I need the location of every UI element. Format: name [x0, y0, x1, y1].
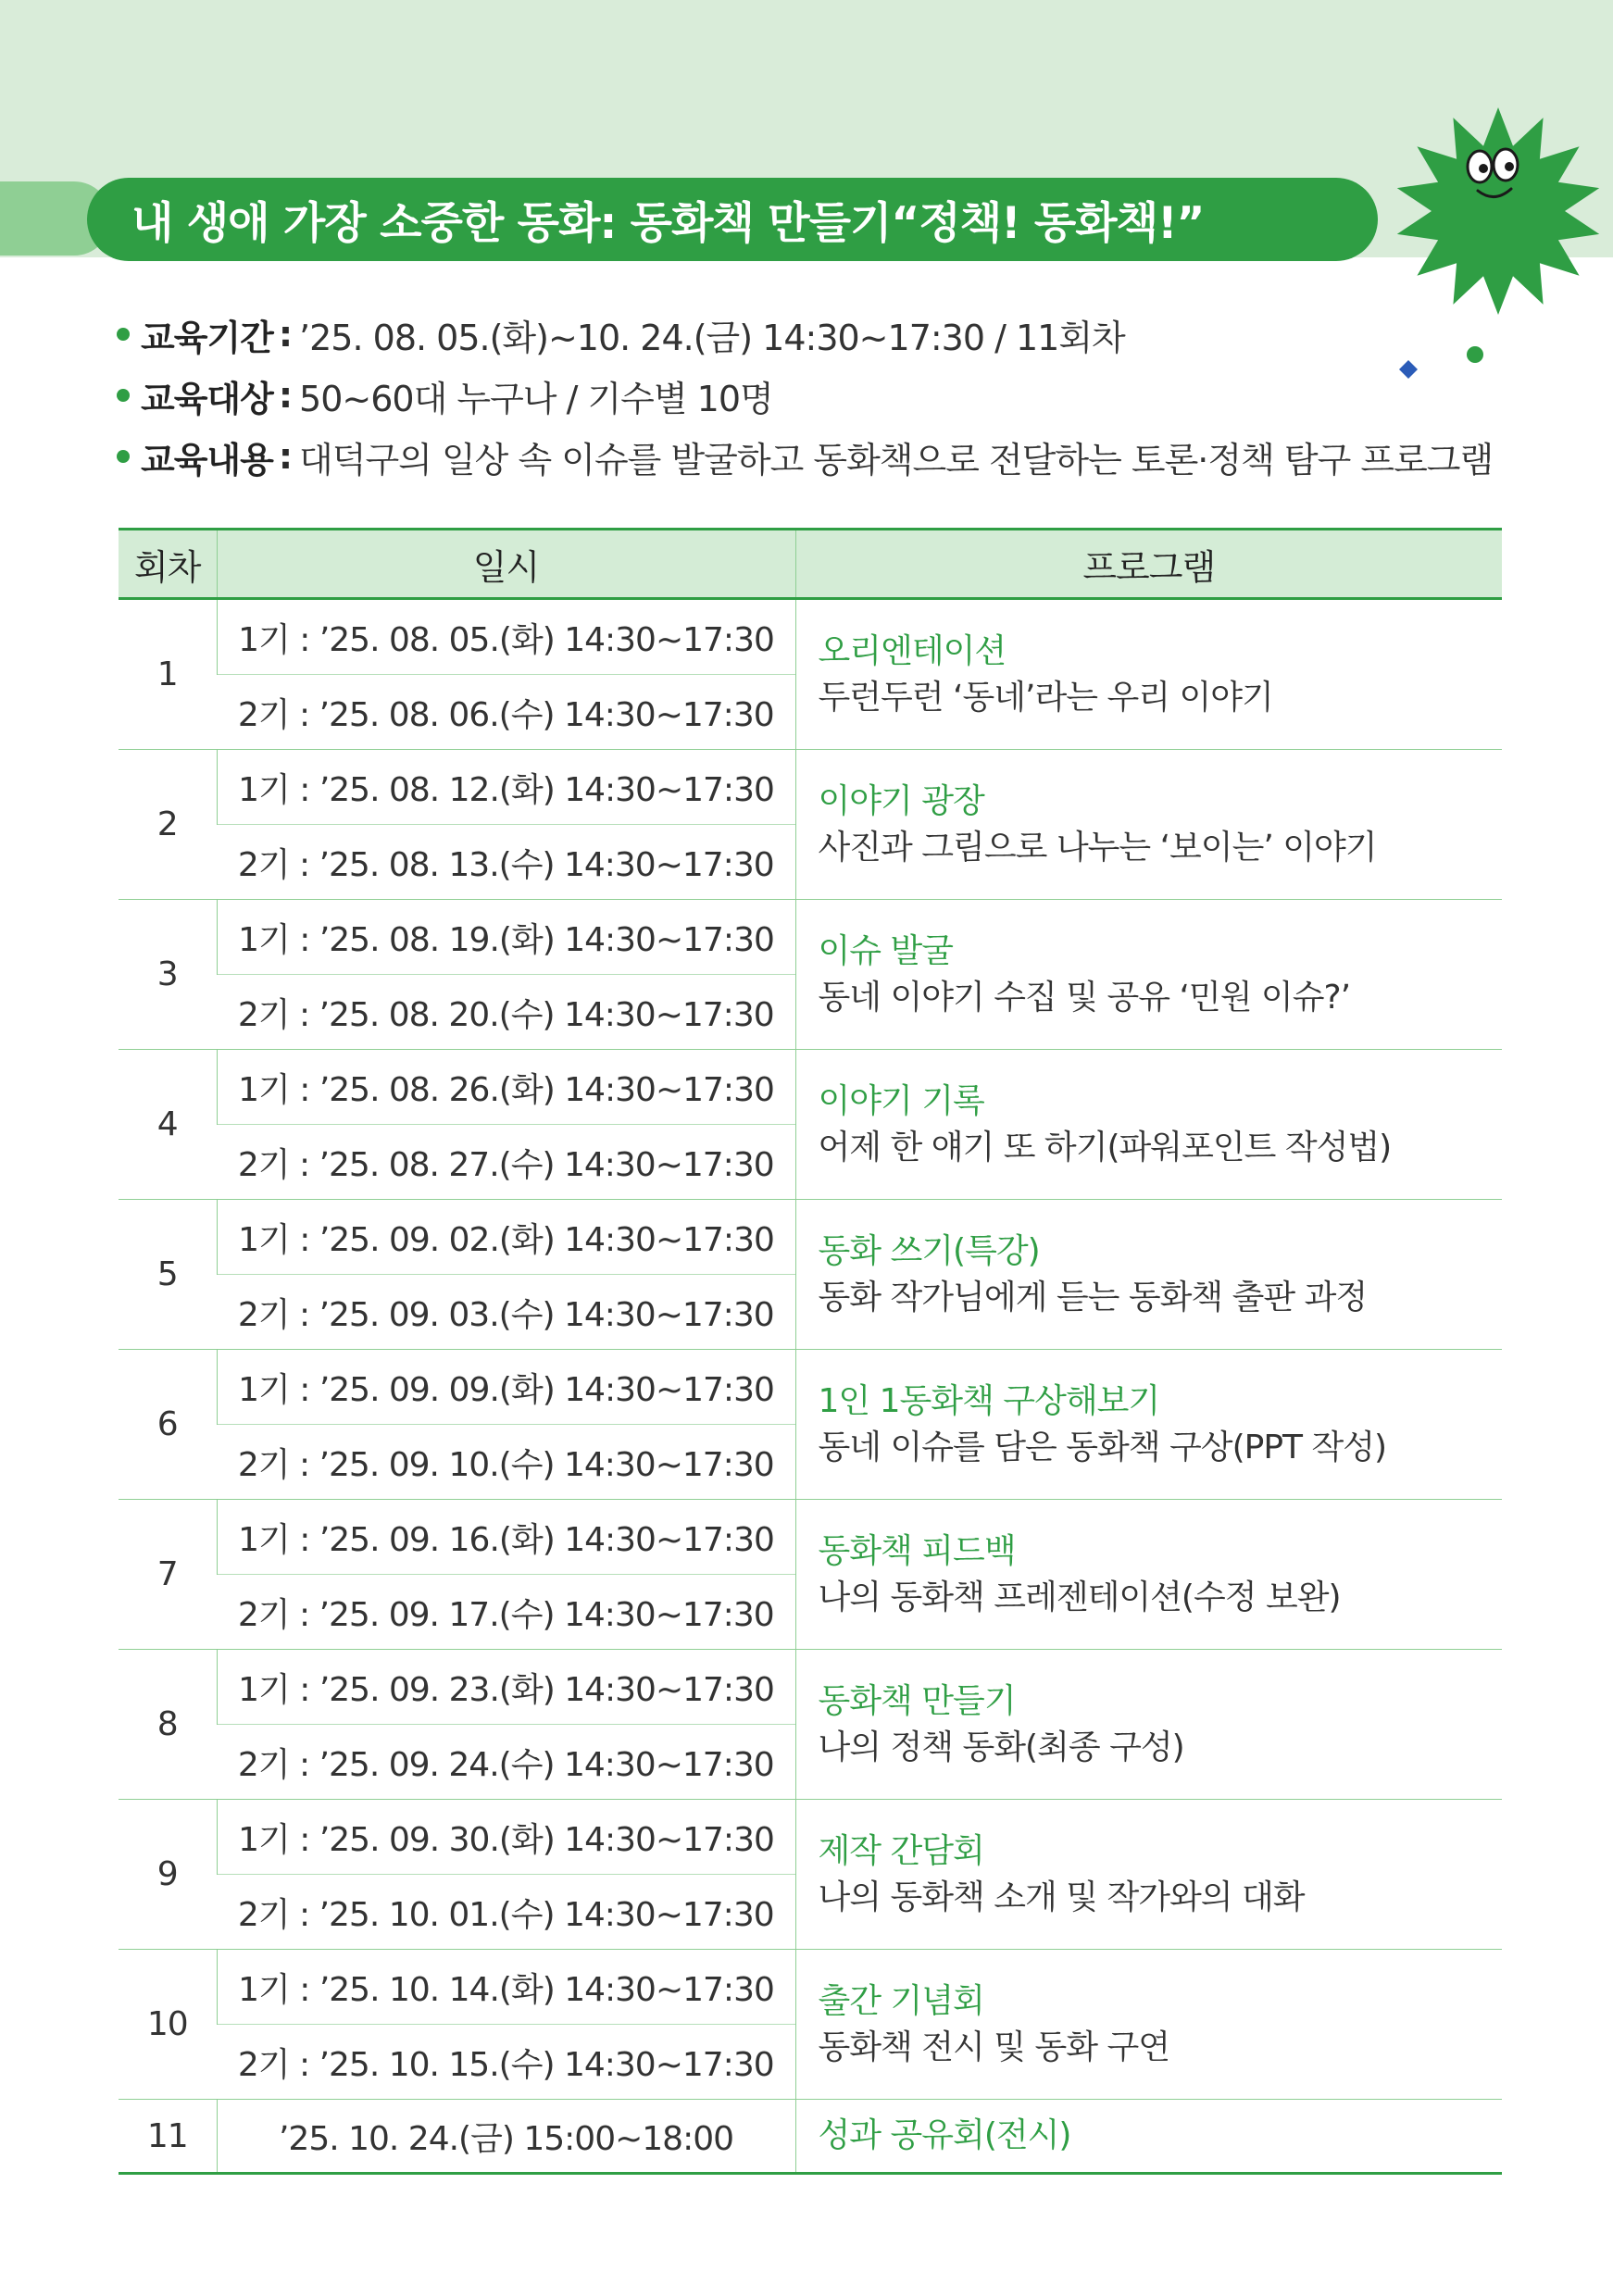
program-cell: [795, 1350, 1502, 1500]
bullet-icon: [117, 450, 130, 463]
info-label: 교육대상: [141, 378, 273, 419]
bullet-icon: [117, 328, 130, 341]
program-cell: [795, 2100, 1502, 2174]
session-date-cohort1: 1기 : ’25. 09. 16.(화) 14:30~17:30: [217, 1500, 795, 1575]
table-row: [119, 1350, 1502, 1425]
table-header-row: [119, 530, 1502, 599]
session-date-cohort2: 2기 : ’25. 10. 01.(수) 14:30~17:30: [217, 1875, 795, 1950]
program-description: 동네 이슈를 담은 동화책 구상(PPT 작성): [818, 1428, 1387, 1466]
program-cell: [795, 1800, 1502, 1950]
table-row: [119, 1800, 1502, 1875]
session-number: 10: [119, 1950, 217, 2100]
table-row: [119, 750, 1502, 825]
table-row: [119, 900, 1502, 975]
program-description: 동네 이야기 수집 및 공유 ‘민원 이슈?’: [818, 978, 1351, 1017]
program-cell: [795, 1050, 1502, 1200]
info-row-period: [117, 304, 1561, 365]
program-description: 나의 동화책 소개 및 작가와의 대화: [818, 1878, 1305, 1916]
bullet-icon: [117, 389, 130, 402]
info-value: 50~60대 누구나 / 기수별 10명: [299, 378, 773, 419]
session-number: 11: [119, 2100, 217, 2174]
session-date-cohort2: 2기 : ’25. 08. 06.(수) 14:30~17:30: [217, 675, 795, 750]
green-star-mascot-icon: [1387, 100, 1609, 322]
session-number: 7: [119, 1500, 217, 1650]
program-title: 이야기 광장: [818, 781, 984, 820]
session-number: 1: [119, 599, 217, 750]
program-description: 동화책 전시 및 동화 구연: [818, 2028, 1170, 2066]
session-date-cohort2: 2기 : ’25. 09. 24.(수) 14:30~17:30: [217, 1725, 795, 1800]
program-title: 이야기 기록: [818, 1081, 984, 1120]
program-cell: [795, 1950, 1502, 2100]
session-date-cohort2: 2기 : ’25. 08. 27.(수) 14:30~17:30: [217, 1125, 795, 1200]
program-title: 출간 기념회: [818, 1981, 984, 2020]
program-title: 1인 1동화책 구상해보기: [818, 1381, 1160, 1420]
session-date-cohort1: 1기 : ’25. 09. 02.(화) 14:30~17:30: [217, 1200, 795, 1275]
session-date-cohort1: 1기 : ’25. 08. 26.(화) 14:30~17:30: [217, 1050, 795, 1125]
table-row: [119, 1050, 1502, 1125]
session-date-cohort2: 2기 : ’25. 08. 13.(수) 14:30~17:30: [217, 825, 795, 900]
program-info: [117, 304, 1561, 487]
table-row: [119, 1650, 1502, 1725]
info-separator: :: [278, 314, 293, 355]
session-date-cohort2: 2기 : ’25. 09. 03.(수) 14:30~17:30: [217, 1275, 795, 1350]
session-number: 8: [119, 1650, 217, 1800]
session-number: 5: [119, 1200, 217, 1350]
header-program: 프로그램: [795, 530, 1502, 599]
table-row-final: [119, 2100, 1502, 2174]
info-row-target: [117, 365, 1561, 426]
program-title: 제작 간담회: [818, 1831, 984, 1870]
session-date: ’25. 10. 24.(금) 15:00~18:00: [217, 2100, 795, 2174]
info-separator: :: [278, 375, 293, 416]
title-bar: [87, 178, 1378, 261]
info-value: 대덕구의 일상 속 이슈를 발굴하고 동화책으로 전달하는 토론·정책 탐구 프로그램: [299, 439, 1494, 480]
program-description: 동화 작가님에게 듣는 동화책 출판 과정: [818, 1278, 1368, 1316]
program-cell: [795, 900, 1502, 1050]
session-date-cohort1: 1기 : ’25. 08. 12.(화) 14:30~17:30: [217, 750, 795, 825]
program-cell: [795, 1200, 1502, 1350]
table-row: [119, 1200, 1502, 1275]
program-description: 나의 동화책 프레젠테이션(수정 보완): [818, 1578, 1341, 1616]
session-number: 9: [119, 1800, 217, 1950]
program-description: 사진과 그림으로 나누는 ‘보이는’ 이야기: [818, 828, 1377, 867]
session-date-cohort1: 1기 : ’25. 08. 19.(화) 14:30~17:30: [217, 900, 795, 975]
table-row: [119, 1950, 1502, 2025]
session-number: 3: [119, 900, 217, 1050]
program-cell: [795, 1500, 1502, 1650]
info-separator: :: [278, 436, 293, 477]
session-number: 2: [119, 750, 217, 900]
info-value: ’25. 08. 05.(화)~10. 24.(금) 14:30~17:30 / 11회차: [299, 317, 1125, 358]
session-date-cohort1: 1기 : ’25. 09. 23.(화) 14:30~17:30: [217, 1650, 795, 1725]
info-label: 교육내용: [141, 439, 273, 480]
table-row: [119, 1500, 1502, 1575]
session-date-cohort1: 1기 : ’25. 09. 09.(화) 14:30~17:30: [217, 1350, 795, 1425]
program-cell: [795, 599, 1502, 750]
schedule-table: [119, 528, 1502, 2175]
program-description: 두런두런 ‘동네’라는 우리 이야기: [818, 678, 1273, 717]
session-date-cohort1: 1기 : ’25. 08. 05.(화) 14:30~17:30: [217, 599, 795, 675]
program-description: 나의 정책 동화(최종 구성): [818, 1728, 1184, 1766]
header-session: 회차: [119, 530, 217, 599]
session-date-cohort1: 1기 : ’25. 10. 14.(화) 14:30~17:30: [217, 1950, 795, 2025]
program-title: 동화책 만들기: [818, 1681, 1016, 1720]
program-cell: [795, 1650, 1502, 1800]
program-description: 어제 한 얘기 또 하기(파워포인트 작성법): [818, 1128, 1392, 1167]
session-date-cohort2: 2기 : ’25. 09. 17.(수) 14:30~17:30: [217, 1575, 795, 1650]
program-title: 오리엔테이션: [818, 631, 1007, 670]
session-date-cohort1: 1기 : ’25. 09. 30.(화) 14:30~17:30: [217, 1800, 795, 1875]
session-date-cohort2: 2기 : ’25. 09. 10.(수) 14:30~17:30: [217, 1425, 795, 1500]
page-title: 내 생애 가장 소중한 동화: 동화책 만들기“정책! 동화책!”: [131, 197, 1205, 249]
program-title: 동화 쓰기(특강): [818, 1231, 1040, 1270]
session-date-cohort2: 2기 : ’25. 10. 15.(수) 14:30~17:30: [217, 2025, 795, 2100]
program-title: 성과 공유회(전시): [818, 2116, 1071, 2154]
info-label: 교육기간: [141, 317, 273, 358]
table-row: [119, 599, 1502, 675]
program-title: 동화책 피드백: [818, 1531, 1016, 1570]
session-number: 4: [119, 1050, 217, 1200]
program-cell: [795, 750, 1502, 900]
program-title: 이슈 발굴: [818, 931, 954, 970]
session-date-cohort2: 2기 : ’25. 08. 20.(수) 14:30~17:30: [217, 975, 795, 1050]
header-datetime: 일시: [217, 530, 795, 599]
session-number: 6: [119, 1350, 217, 1500]
info-row-content: [117, 426, 1561, 487]
